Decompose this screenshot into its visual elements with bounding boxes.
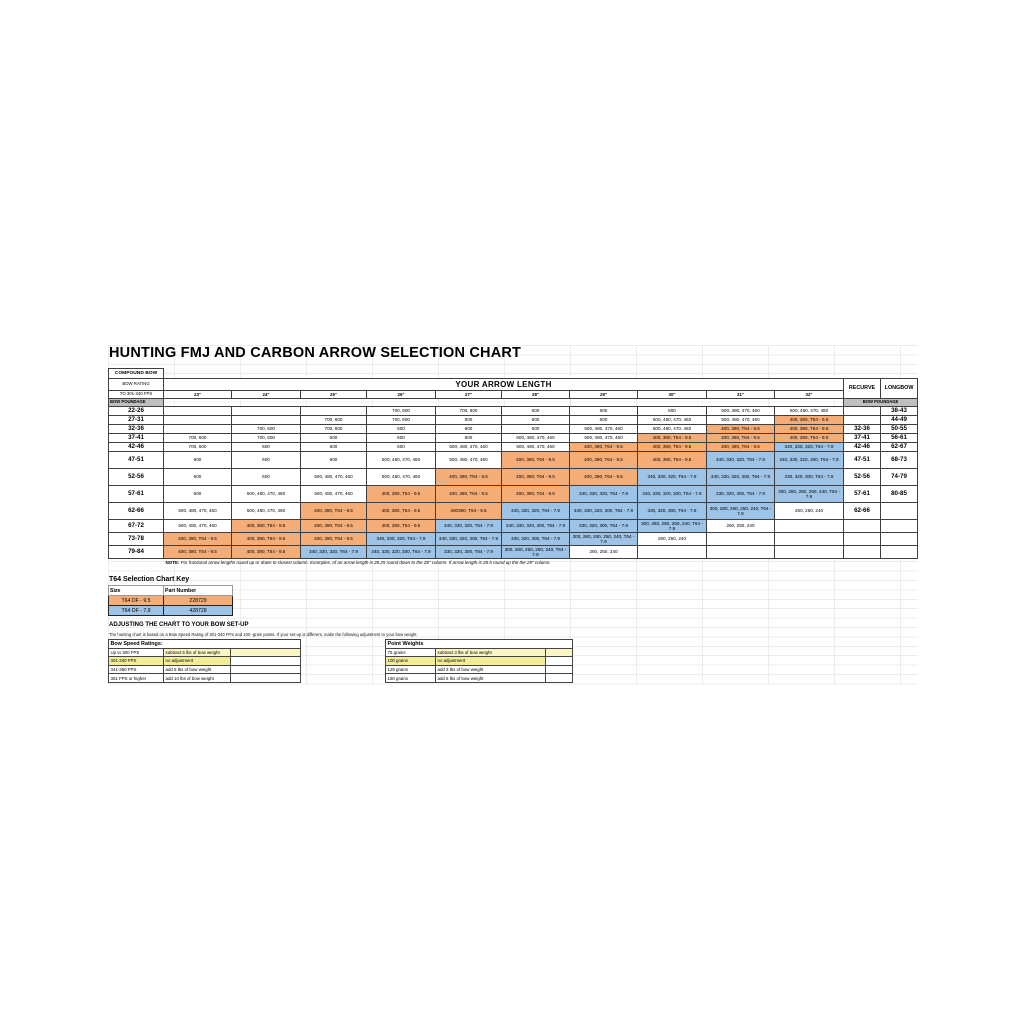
arrow-cell: 340, 330, 320, T64 - 7.9 bbox=[367, 533, 436, 546]
arrow-cell: 600 bbox=[164, 469, 232, 486]
arrow-cell: 330, 320, 300, T64 - 7.9 bbox=[436, 546, 502, 559]
arrow-length-header: YOUR ARROW LENGTH bbox=[164, 379, 844, 391]
key-row bbox=[109, 596, 233, 606]
arrow-cell: 700, 600 bbox=[301, 416, 367, 425]
longbow-cell: 50-55 bbox=[881, 425, 918, 434]
arrow-cell: 700, 600 bbox=[164, 434, 232, 443]
arrow-cell: 400, 390, T64 - 9.5 bbox=[367, 503, 436, 520]
note-spacer bbox=[109, 559, 164, 567]
size-header: Size bbox=[109, 586, 164, 596]
arrow-cell: 400, 390, T64 - 9.5 bbox=[570, 452, 638, 469]
recurve-cell: 47-51 bbox=[844, 452, 881, 469]
arrow-cell: 400, 390, T64 - 9.5 bbox=[707, 443, 775, 452]
arrow-cell: 600 bbox=[436, 416, 502, 425]
poundage-cell: 47-51 bbox=[109, 452, 164, 469]
inch-header: 28" bbox=[502, 391, 570, 399]
table-row bbox=[109, 486, 918, 503]
poundage-cell: 37-41 bbox=[109, 434, 164, 443]
arrow-cell: 500, 480, 470, 460 bbox=[638, 416, 707, 425]
longbow-cell: 44-49 bbox=[881, 416, 918, 425]
recurve-cell bbox=[844, 533, 881, 546]
arrow-cell: 400, 390, T64 - 9.5 bbox=[301, 533, 367, 546]
inch-header: 24" bbox=[232, 391, 301, 399]
header-row-1 bbox=[109, 369, 918, 379]
arrow-cell: 500, 480, 470, 460 bbox=[301, 486, 367, 503]
recurve-cell bbox=[844, 407, 881, 416]
speed-ratings-table bbox=[108, 639, 301, 683]
arrow-cell: 500, 480, 470, 460 bbox=[570, 425, 638, 434]
arrow-cell bbox=[775, 520, 844, 533]
bow-poundage-left-label: BOW POUNDAGE bbox=[109, 399, 164, 407]
point-weights-table bbox=[385, 639, 573, 683]
arrow-cell bbox=[164, 425, 232, 434]
recurve-cell: 32-36 bbox=[844, 425, 881, 434]
arrow-cell: 400, 390, T64 - 9.5 bbox=[164, 546, 232, 559]
arrow-cell: 260, 250, 240 bbox=[570, 546, 638, 559]
longbow-cell: 80-85 bbox=[881, 486, 918, 503]
table-row bbox=[109, 520, 918, 533]
longbow-cell bbox=[881, 533, 918, 546]
arrow-cell: 400, 390, T64 - 9.5 bbox=[232, 546, 301, 559]
arrow-cell: 400, 390, T64 - 9.5 bbox=[638, 452, 707, 469]
arrow-cell: 400, 390, T64 - 9.5 bbox=[775, 425, 844, 434]
arrow-cell: 600 bbox=[232, 452, 301, 469]
arrow-cell: 500, 480, 470, 460 bbox=[367, 469, 436, 486]
adjust-label-cell: 125 grains bbox=[386, 665, 436, 674]
arrow-cell: 400, 390, T64 - 9.5 bbox=[367, 486, 436, 503]
poundage-cell: 79-84 bbox=[109, 546, 164, 559]
adjust-subtitle: The hunting chart is based on a Bow Speed Rating of 301-340 FPS and 100 -grain points. If your set-up is different, make the following adjustment to your bow weight. bbox=[109, 631, 418, 637]
recurve-cell: 57-61 bbox=[844, 486, 881, 503]
arrow-cell bbox=[775, 546, 844, 559]
adjust-value-cell: no adjustment bbox=[164, 657, 231, 666]
inch-header: 31" bbox=[707, 391, 775, 399]
arrow-cell: 400, 390, T64 - 9.5 bbox=[301, 503, 367, 520]
recurve-header: RECURVE bbox=[844, 379, 881, 399]
note-row bbox=[109, 559, 918, 567]
adjust-label-cell: 75 grains bbox=[386, 648, 436, 657]
arrow-cell: 340, 330, 320, T64 - 7.9 bbox=[502, 503, 570, 520]
poundage-cell: 52-56 bbox=[109, 469, 164, 486]
fps-label: TO 301-340 FPS bbox=[109, 391, 164, 399]
arrow-cell: 600 bbox=[301, 443, 367, 452]
poundage-cell: 42-46 bbox=[109, 443, 164, 452]
poundage-cell: 22-26 bbox=[109, 407, 164, 416]
adjust-value-cell: subtract 5 lbs of bow weight bbox=[164, 648, 231, 657]
inch-header: 25" bbox=[301, 391, 367, 399]
arrow-cell: 500, 480, 470, 460 bbox=[775, 407, 844, 416]
arrow-cell: 600 bbox=[570, 416, 638, 425]
recurve-cell: 52-56 bbox=[844, 469, 881, 486]
arrow-cell: 700, 600 bbox=[232, 434, 301, 443]
adjust-spacer-cell bbox=[546, 657, 573, 666]
key-row bbox=[109, 606, 233, 616]
arrow-cell: 300, 280, 260, 250, 240, T64 - 7.9 bbox=[775, 486, 844, 503]
table-row bbox=[386, 657, 573, 666]
table-row bbox=[109, 503, 918, 520]
longbow-cell bbox=[881, 546, 918, 559]
adjust-spacer-cell bbox=[231, 648, 301, 657]
key-title: T64 Selection Chart Key bbox=[109, 576, 190, 583]
arrow-cell: 500, 480, 470, 460 bbox=[232, 503, 301, 520]
arrow-cell: 500, 480, 470, 460 bbox=[164, 520, 232, 533]
arrow-cell: 700, 600 bbox=[164, 443, 232, 452]
adjust-label-cell: 150 grains bbox=[386, 674, 436, 683]
key-table bbox=[108, 585, 233, 616]
longbow-header: LONGBOW bbox=[881, 379, 918, 399]
arrow-cell: 600 bbox=[164, 486, 232, 503]
arrow-chart-body bbox=[109, 407, 918, 559]
arrow-cell: 400, 390, T64 - 9.5 bbox=[502, 452, 570, 469]
note-text: NOTE: For fractional arrow lengths round up or down to closest column. Examples, of an arrow length is 28.25 round down to the 28" column. If arrow length is 28.5 round up the the 29" column. bbox=[165, 560, 551, 566]
part-number-header: Part Number bbox=[164, 586, 233, 596]
poundage-cell: 73-78 bbox=[109, 533, 164, 546]
arrow-cell: 600 bbox=[502, 407, 570, 416]
arrow-cell: 500, 480, 470, 460 bbox=[164, 503, 232, 520]
header-spacer bbox=[844, 369, 918, 379]
header-row-2 bbox=[109, 379, 918, 391]
adjust-label-cell: 341-350 FPS bbox=[109, 665, 164, 674]
longbow-cell: 68-73 bbox=[881, 452, 918, 469]
arrow-cell: 600 bbox=[436, 425, 502, 434]
recurve-cell bbox=[844, 546, 881, 559]
arrow-cell: 340, 330, 320, T64 - 7.9 bbox=[775, 443, 844, 452]
arrow-cell: 340, 330, 320, 300, T64 - 7.9 bbox=[638, 486, 707, 503]
arrow-cell: 400, 390, T64 - 9.5 bbox=[301, 520, 367, 533]
arrow-cell: 400, 390, T64 - 9.5 bbox=[570, 443, 638, 452]
adjust-value-cell: add 5 lbs of bow weight bbox=[164, 665, 231, 674]
key-size-cell: T64 DF - 7.9 bbox=[109, 606, 164, 616]
key-part-cell: 228729 bbox=[164, 596, 233, 606]
spreadsheet-area bbox=[108, 345, 918, 685]
longbow-cell: 56-61 bbox=[881, 434, 918, 443]
arrow-cell: 600 bbox=[638, 407, 707, 416]
table-row bbox=[109, 434, 918, 443]
adjust-label-cell: 351 FPS or higher bbox=[109, 674, 164, 683]
arrow-cell bbox=[164, 407, 232, 416]
inch-header: 32" bbox=[775, 391, 844, 399]
page-title: HUNTING FMJ AND CARBON ARROW SELECTION CHART bbox=[109, 345, 522, 361]
arrow-cell: 400, 390, T64 - 9.5 bbox=[232, 533, 301, 546]
arrow-cell: 700, 600 bbox=[301, 425, 367, 434]
arrow-cell: 400, 390, T64 - 9.5 bbox=[638, 443, 707, 452]
arrow-cell: 340, 330, 320, 300, T64 - 7.9 bbox=[775, 452, 844, 469]
arrow-cell: 260, 250, 240 bbox=[638, 533, 707, 546]
poundage-band-row bbox=[109, 399, 918, 407]
table-row bbox=[109, 407, 918, 416]
key-header-row bbox=[109, 586, 233, 596]
poundage-cell: 62-66 bbox=[109, 503, 164, 520]
arrow-cell: 600 bbox=[502, 425, 570, 434]
recurve-cell: 42-46 bbox=[844, 443, 881, 452]
header-spacer bbox=[164, 369, 844, 379]
arrow-cell: 400, 390, T64 - 9.5 bbox=[775, 434, 844, 443]
arrow-cell: 340, 330, 320, 300, T64 - 7.9 bbox=[502, 520, 570, 533]
arrow-cell bbox=[707, 533, 775, 546]
arrow-cell: 340, 330, 320, T64 - 7.9 bbox=[707, 452, 775, 469]
arrow-cell: 340, 330, 320, T64 - 7.9 bbox=[301, 546, 367, 559]
arrow-cell: 500, 480, 470, 460 bbox=[367, 452, 436, 469]
adjust-label-cell: 301-340 FPS bbox=[109, 657, 164, 666]
longbow-cell bbox=[881, 503, 918, 520]
arrow-cell: 340, 330, 320, 300, T64 - 7.9 bbox=[707, 469, 775, 486]
adjust-label-cell: Up to 300 FPS bbox=[109, 648, 164, 657]
arrow-cell: 340, 330, 320, 300, T64 - 7.9 bbox=[570, 503, 638, 520]
adjust-spacer-cell bbox=[546, 665, 573, 674]
table-row bbox=[109, 425, 918, 434]
arrow-selection-table bbox=[108, 368, 918, 567]
arrow-cell: 500, 480, 470, 460 bbox=[301, 469, 367, 486]
arrow-cell bbox=[301, 407, 367, 416]
band-spacer bbox=[164, 399, 844, 407]
arrow-cell: 400, 390, T64 - 9.5 bbox=[436, 486, 502, 503]
arrow-cell: 500, 480, 470, 460 bbox=[436, 443, 502, 452]
adjust-value-cell: no adjustment bbox=[436, 657, 546, 666]
arrow-cell: 500, 480, 470, 460 bbox=[232, 486, 301, 503]
longbow-cell bbox=[881, 520, 918, 533]
table-row bbox=[109, 416, 918, 425]
arrow-cell: 700, 600 bbox=[436, 407, 502, 416]
arrow-cell: 400, 390, T64 - 9.5 bbox=[707, 425, 775, 434]
arrow-cell: 300, 280, 260, 250, 240, T64 - 7.9 bbox=[707, 503, 775, 520]
arrow-cell: 400, 390, T64 - 9.5 bbox=[367, 520, 436, 533]
arrow-cell: 340, 330, 320, T64 - 7.9 bbox=[638, 469, 707, 486]
inch-header: 29" bbox=[570, 391, 638, 399]
table-row bbox=[109, 674, 301, 683]
adjust-value-cell: subtract 3 lbs of bow weight bbox=[436, 648, 546, 657]
poundage-cell: 57-61 bbox=[109, 486, 164, 503]
adjust-spacer-cell bbox=[231, 674, 301, 683]
longbow-cell: 74-79 bbox=[881, 469, 918, 486]
table-row bbox=[109, 452, 918, 469]
longbow-cell: 38-43 bbox=[881, 407, 918, 416]
arrow-cell: 300, 280, 260, 250, 240, T64 - 7.9 bbox=[638, 520, 707, 533]
arrow-cell: 600 bbox=[301, 434, 367, 443]
adjust-spacer-cell bbox=[546, 648, 573, 657]
arrow-cell: 600 bbox=[502, 416, 570, 425]
arrow-cell bbox=[638, 546, 707, 559]
arrow-cell: 340, 330, 320, T64 - 7.9 bbox=[436, 520, 502, 533]
arrow-cell: 500, 480, 470, 460 bbox=[502, 434, 570, 443]
arrow-cell: 500, 480, 470, 460 bbox=[436, 452, 502, 469]
longbow-cell: 62-67 bbox=[881, 443, 918, 452]
arrow-cell: 330, 320, 300, T64 - 7.9 bbox=[775, 469, 844, 486]
adjust-spacer-cell bbox=[231, 657, 301, 666]
arrow-cell: 700, 600 bbox=[232, 425, 301, 434]
arrow-cell: 400, 390, T64 - 9.5 bbox=[775, 416, 844, 425]
arrow-cell: 340, 330, 320, T64 - 7.9 bbox=[570, 486, 638, 503]
arrow-cell: 600 bbox=[570, 407, 638, 416]
table-row bbox=[109, 648, 301, 657]
bow-poundage-right-label: BOW POUNDAGE bbox=[844, 399, 918, 407]
arrow-cell: 340, 330, 320, 300, T64 - 7.9 bbox=[367, 546, 436, 559]
arrow-cell: 600 bbox=[436, 434, 502, 443]
arrow-cell: 340, 330, 320, 300, T64 - 7.9 bbox=[436, 533, 502, 546]
arrow-cell: 400, 390, T64 - 9.5 bbox=[502, 469, 570, 486]
table-row bbox=[386, 648, 573, 657]
adjust-value-cell: add 10 lbs of bow weight bbox=[164, 674, 231, 683]
inch-header: 27" bbox=[436, 391, 502, 399]
inch-header: 26" bbox=[367, 391, 436, 399]
adjust-title: ADJUSTING THE CHART TO YOUR BOW SET-UP bbox=[109, 622, 249, 628]
poundage-cell: 32-36 bbox=[109, 425, 164, 434]
arrow-cell: 400, 390, T64 - 9.5 bbox=[164, 533, 232, 546]
adjust-spacer-cell bbox=[546, 674, 573, 683]
arrow-cell: 400, 390, T64 - 9.5 bbox=[638, 434, 707, 443]
arrow-cell: 500, 480, 470, 460 bbox=[570, 434, 638, 443]
speed-header-row bbox=[109, 640, 301, 649]
arrow-cell bbox=[232, 416, 301, 425]
table-row bbox=[109, 546, 918, 559]
inch-header-row bbox=[109, 391, 918, 399]
table-row bbox=[109, 443, 918, 452]
bow-rating-label: BOW RATING bbox=[109, 379, 164, 391]
arrow-cell: 700, 600 bbox=[367, 416, 436, 425]
arrow-cell: 330, 320, 300, T64 - 7.9 bbox=[707, 486, 775, 503]
arrow-cell: 600 bbox=[301, 452, 367, 469]
adjust-label-cell: 100 grains bbox=[386, 657, 436, 666]
arrow-cell: 260, 250, 240 bbox=[707, 520, 775, 533]
arrow-cell: 500, 480, 470, 460 bbox=[638, 425, 707, 434]
arrow-cell: 400, 390, T64 - 9.5 bbox=[232, 520, 301, 533]
adjust-value-cell: add 3 lbs of bow weight bbox=[436, 665, 546, 674]
table-row bbox=[109, 533, 918, 546]
inch-header: 30" bbox=[638, 391, 707, 399]
arrow-cell: 400, 390, T64 - 9.5 bbox=[707, 434, 775, 443]
point-weights-header: Point Weights bbox=[386, 640, 573, 649]
speed-ratings-header: Bow Speed Ratings: bbox=[109, 640, 301, 649]
table-row bbox=[109, 657, 301, 666]
arrow-cell: 330, 320, 300, T64 - 7.9 bbox=[502, 533, 570, 546]
poundage-cell: 27-31 bbox=[109, 416, 164, 425]
arrow-cell bbox=[164, 416, 232, 425]
table-row bbox=[386, 665, 573, 674]
recurve-cell: 62-66 bbox=[844, 503, 881, 520]
compound-bow-label: COMPOUND BOW bbox=[109, 369, 164, 379]
arrow-cell: 600 bbox=[367, 434, 436, 443]
adjust-value-cell: add 6 lbs of bow weight bbox=[436, 674, 546, 683]
arrow-cell: 600 bbox=[232, 469, 301, 486]
arrow-cell: 330, 320, 300, T64 - 7.9 bbox=[570, 520, 638, 533]
recurve-cell bbox=[844, 520, 881, 533]
arrow-cell: 330, 320, 300, T64 - 7.9 bbox=[638, 503, 707, 520]
note-label: NOTE: bbox=[165, 560, 180, 566]
arrow-cell bbox=[775, 533, 844, 546]
arrow-cell: 600 bbox=[232, 443, 301, 452]
key-size-cell: T64 DF - 9.5 bbox=[109, 596, 164, 606]
arrow-cell bbox=[707, 546, 775, 559]
points-header-row bbox=[386, 640, 573, 649]
adjust-spacer-cell bbox=[231, 665, 301, 674]
table-row bbox=[109, 469, 918, 486]
arrow-cell: 600 bbox=[367, 425, 436, 434]
arrow-cell: 300, 280, 260, 250, 240, T64 - 7.9 bbox=[570, 533, 638, 546]
arrow-cell: 300, 280, 260, 250, 240, T64 - 7.9 bbox=[502, 546, 570, 559]
arrow-cell: 500, 480, 470, 460 bbox=[502, 443, 570, 452]
arrow-cell: 400, 390, T64 - 9.5 bbox=[502, 486, 570, 503]
arrow-cell: 600 bbox=[164, 452, 232, 469]
table-row bbox=[386, 674, 573, 683]
arrow-cell: 400, 390, T64 - 9.5 bbox=[436, 469, 502, 486]
arrow-cell: 400390, T64 - 9.5 bbox=[436, 503, 502, 520]
key-part-cell: 428728 bbox=[164, 606, 233, 616]
arrow-cell: 400, 390, T64 - 9.5 bbox=[570, 469, 638, 486]
recurve-cell bbox=[844, 416, 881, 425]
arrow-cell: 500, 480, 470, 460 bbox=[707, 416, 775, 425]
arrow-cell: 700, 600 bbox=[367, 407, 436, 416]
poundage-cell: 67-72 bbox=[109, 520, 164, 533]
recurve-cell: 37-41 bbox=[844, 434, 881, 443]
inch-header: 23" bbox=[164, 391, 232, 399]
table-row bbox=[109, 665, 301, 674]
arrow-cell: 260, 250, 240 bbox=[775, 503, 844, 520]
arrow-cell bbox=[232, 407, 301, 416]
arrow-cell: 600 bbox=[367, 443, 436, 452]
arrow-cell: 500, 480, 470, 460 bbox=[707, 407, 775, 416]
